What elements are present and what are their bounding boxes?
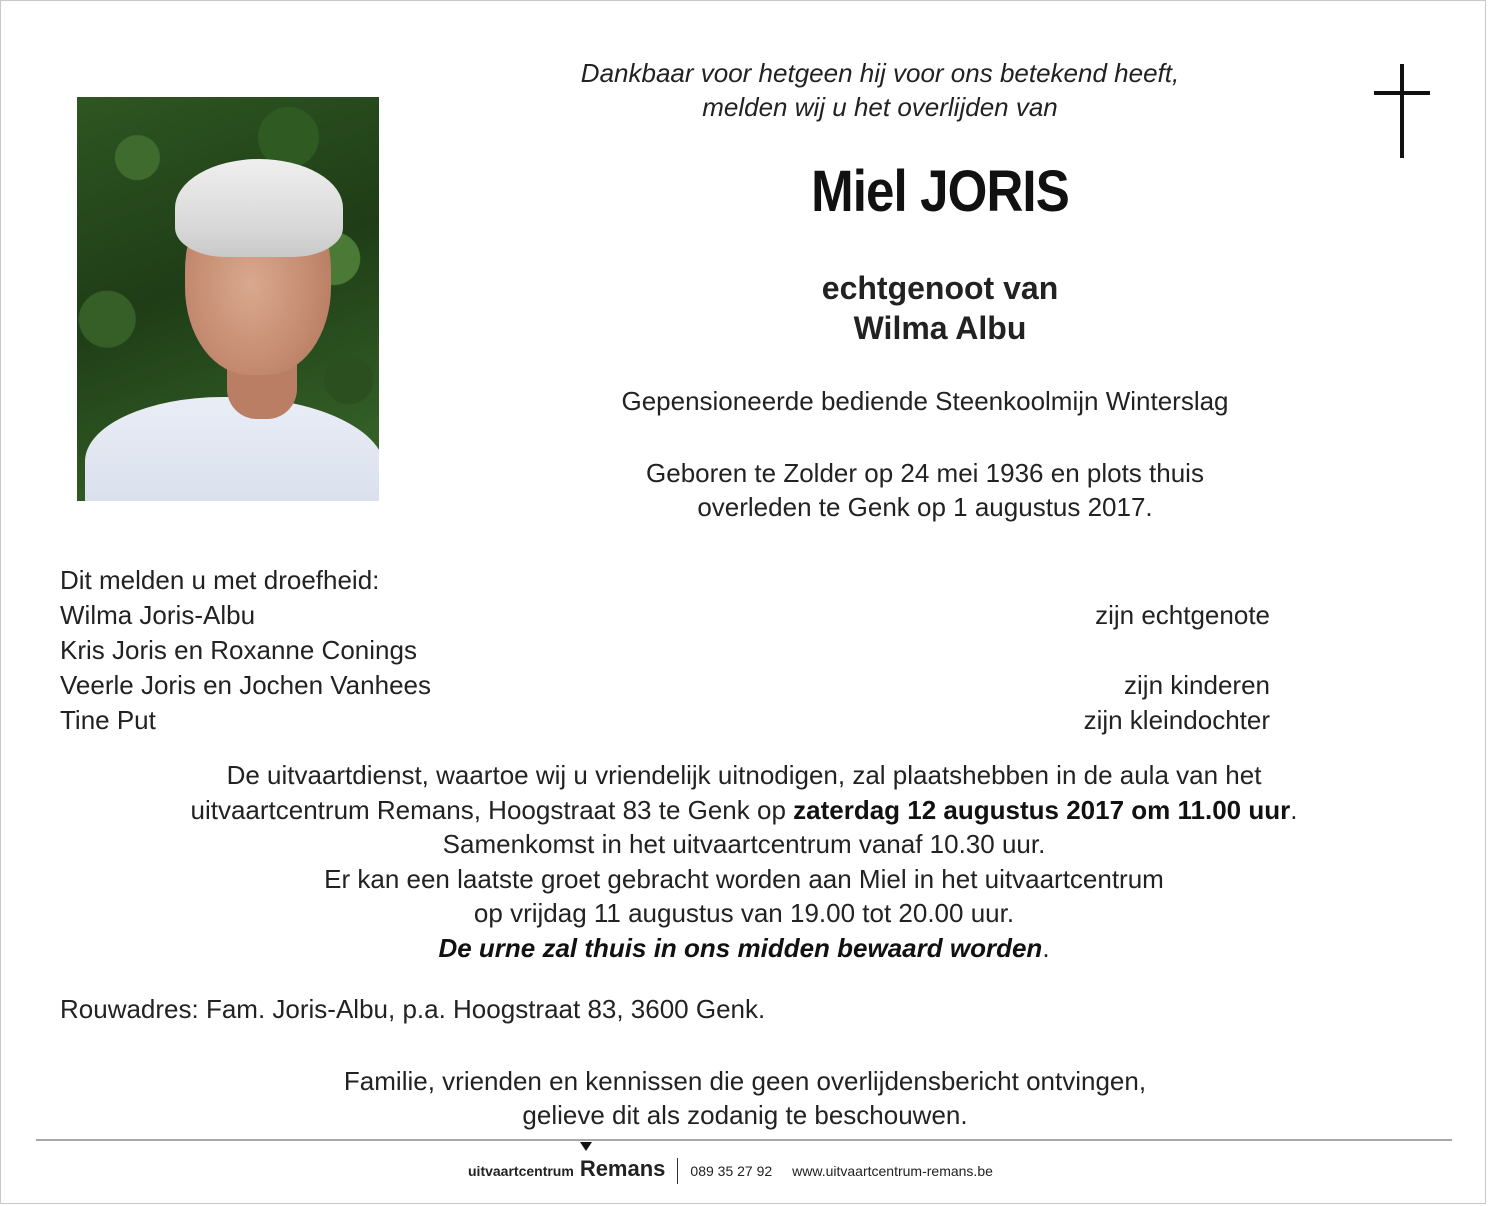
mourner-relation: zijn kleindochter: [1083, 705, 1270, 735]
birth-death-text: [480, 456, 1370, 524]
mourner-row: [60, 668, 1270, 703]
mourner-name: Wilma Joris-Albu: [60, 600, 256, 630]
funeral-line-4: Er kan een laatste groet gebracht worden aan Miel in het uitvaartcentrum: [324, 863, 1164, 894]
birth-line: Geboren te Zolder op 24 mei 1936 en plots thuis: [646, 458, 1204, 488]
intro-line-2: melden wij u het overlijden van: [702, 92, 1058, 122]
intro-line-1: Dankbaar voor hetgeen hij voor ons betekend heeft,: [580, 58, 1180, 88]
footer-label: uitvaartcentrum: [468, 1163, 574, 1179]
spouse-relation: echtgenoot van: [821, 270, 1059, 306]
mourner-name: Kris Joris en Roxanne Conings: [60, 635, 417, 665]
mourner-relation: zijn kinderen: [1124, 670, 1270, 700]
mourner-row: [60, 598, 1270, 633]
mourners-list: [60, 563, 1270, 738]
footer-website: www.uitvaartcentrum-remans.be: [792, 1163, 993, 1179]
funeral-location: uitvaartcentrum Remans, Hoogstraat 83 te Genk op: [190, 794, 794, 825]
urn-line-end: .: [1042, 932, 1050, 963]
funeral-line-1: De uitvaartdienst, waartoe wij u vriendelijk uitnodigen, zal plaatshebben in de aula van het: [226, 760, 1262, 790]
funeral-line-2-end: .: [1290, 794, 1298, 825]
urn-line: [40, 931, 1448, 966]
photo-shirt: [85, 397, 379, 501]
footer-separator: [677, 1158, 678, 1184]
mourner-name: Veerle Joris en Jochen Vanhees: [60, 670, 431, 700]
funeral-line-2: [40, 793, 1448, 828]
occupation: Gepensioneerde bediende Steenkoolmijn Winterslag: [621, 386, 1229, 416]
funeral-date-time: zaterdag 12 augustus 2017 om 11.00 uur: [793, 794, 1291, 825]
mourning-address: Rouwadres: Fam. Joris-Albu, p.a. Hoogstraat 83, 3600 Genk.: [60, 994, 766, 1024]
brand-triangle-icon: [580, 1142, 592, 1151]
spouse-name: Wilma Albu: [853, 310, 1027, 346]
urn-text: De urne zal thuis in ons midden bewaard worden: [438, 932, 1043, 963]
death-line: overleden te Genk op 1 augustus 2017.: [697, 492, 1153, 522]
mourners-heading: Dit melden u met droefheid:: [60, 565, 380, 595]
footer-phone: 089 35 27 92: [690, 1163, 773, 1179]
closing-text: [300, 1064, 1190, 1132]
mourner-name: Tine Put: [60, 705, 156, 735]
intro-text: [430, 56, 1330, 124]
mourner-relation: zijn echtgenote: [1095, 600, 1270, 630]
funeral-details: [40, 758, 1448, 965]
footer: [468, 1156, 993, 1186]
portrait-photo: [77, 97, 379, 501]
footer-divider: [36, 1139, 1452, 1141]
funeral-line-3: Samenkomst in het uitvaartcentrum vanaf 10.30 uur.: [442, 829, 1046, 859]
footer-brand: [580, 1156, 666, 1182]
spouse-block: [640, 268, 1240, 348]
footer-brand-name: Remans: [579, 1156, 666, 1181]
cross-icon-bar: [1374, 91, 1430, 95]
cross-icon: [1400, 64, 1404, 158]
deceased-name: Miel JORIS: [811, 159, 1069, 224]
mourner-row: [60, 633, 1270, 668]
mourner-row: [60, 703, 1270, 738]
funeral-line-5: op vrijdag 11 augustus van 19.00 tot 20.00 uur.: [473, 898, 1015, 928]
closing-line-2: gelieve dit als zodanig te beschouwen.: [522, 1100, 968, 1130]
photo-hair: [175, 159, 343, 257]
closing-line-1: Familie, vrienden en kennissen die geen overlijdensbericht ontvingen,: [343, 1066, 1147, 1096]
